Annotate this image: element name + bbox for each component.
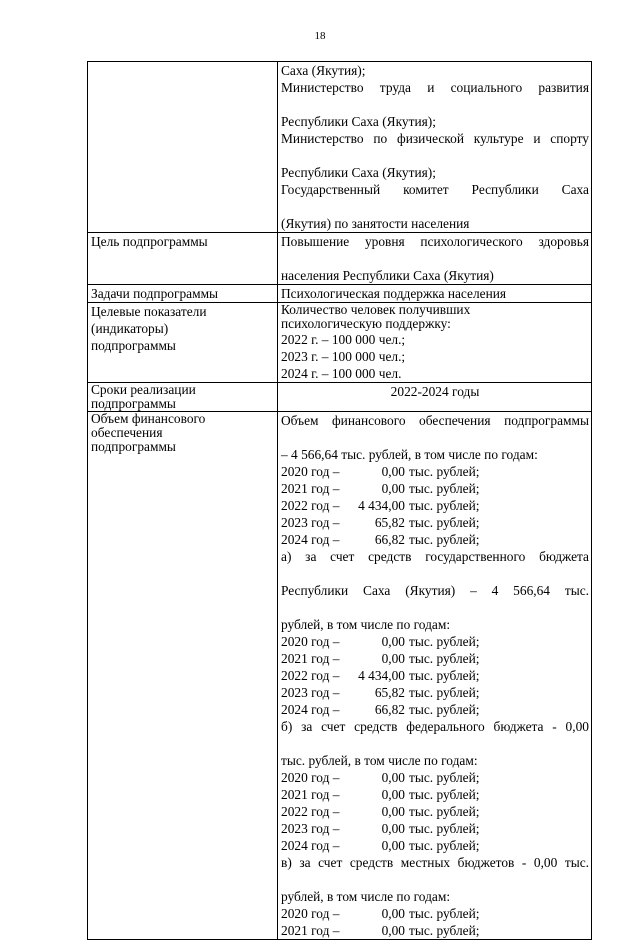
label-line: Объем финансового — [91, 411, 206, 426]
tasks-row — [88, 285, 592, 303]
text-line: населения Республики Саха (Якутия) — [281, 268, 494, 283]
terms-value: 2022-2024 годы — [278, 383, 592, 412]
text-line: Министерство по физической культуре и спорту — [281, 131, 589, 146]
label-line: обеспечения — [91, 425, 163, 440]
goal-label: Цель подпрограммы — [88, 233, 278, 285]
text-line: рублей, в том числе по годам: — [281, 889, 451, 904]
text-line: Республики Саха (Якутия) – 4 566,64 тыс. — [281, 583, 589, 598]
year-line: 2023 год – 0,00 тыс. рублей; — [281, 821, 480, 836]
label-line: (индикаторы) — [91, 321, 169, 336]
year-line: 2020 год – 0,00 тыс. рублей; — [281, 770, 480, 785]
goal-row — [88, 233, 592, 285]
text-line: Государственный комитет Республики Саха — [281, 182, 589, 197]
year-line: 2021 год – 0,00 тыс. рублей; — [281, 923, 480, 938]
text-line: Саха (Якутия); — [281, 63, 366, 78]
text-line: Объем финансового обеспечения подпрограммы — [281, 413, 589, 428]
label-line: подпрограммы — [91, 396, 176, 411]
text-line: б) за счет средств федерального бюджета - 0,00 — [281, 719, 589, 734]
year-line: 2024 год – 66,82 тыс. рублей; — [281, 702, 480, 717]
year-line: 2020 год – 0,00 тыс. рублей; — [281, 464, 480, 479]
year-line: 2024 год – 0,00 тыс. рублей; — [281, 838, 480, 853]
finance-row — [88, 412, 592, 940]
year-line: 2022 год – 4 434,00 тыс. рублей; — [281, 668, 480, 683]
executors-label — [88, 62, 278, 233]
finance-value — [278, 412, 592, 940]
text-line: психологическую поддержку: — [281, 316, 451, 331]
goal-value — [278, 233, 592, 285]
text-line: Повышение уровня психологического здоровья — [281, 234, 589, 249]
year-line: 2024 год – 66,82 тыс. рублей; — [281, 532, 480, 547]
indicators-value — [278, 303, 592, 383]
executors-value — [278, 62, 592, 233]
text-line: (Якутия) по занятости населения — [281, 216, 470, 231]
finance-label — [88, 412, 278, 940]
label-line: подпрограммы — [91, 338, 176, 353]
page-number: 18 — [314, 30, 326, 42]
text-line: 2022 г. – 100 000 чел.; — [281, 332, 406, 347]
year-line: 2020 год – 0,00 тыс. рублей; — [281, 634, 480, 649]
text-line: Психологическая поддержка населения — [281, 286, 507, 301]
terms-row — [88, 383, 592, 412]
text-line: Количество человек получивших — [281, 302, 471, 317]
text-line: в) за счет средств местных бюджетов - 0,00 тыс. — [281, 855, 589, 870]
text-line: 2023 г. – 100 000 чел.; — [281, 349, 406, 364]
text-line: рублей, в том числе по годам: — [281, 617, 451, 632]
tasks-label: Задачи подпрограммы — [88, 285, 278, 303]
indicators-label — [88, 303, 278, 383]
text-line: – 4 566,64 тыс. рублей, в том числе по годам: — [281, 447, 538, 462]
year-line: 2020 год – 0,00 тыс. рублей; — [281, 906, 480, 921]
text-line: тыс. рублей, в том числе по годам: — [281, 753, 478, 768]
label-line: подпрограммы — [91, 439, 176, 454]
text-line: 2024 г. – 100 000 чел. — [281, 366, 402, 381]
year-line: 2023 год – 65,82 тыс. рублей; — [281, 515, 480, 530]
year-line: 2022 год – 4 434,00 тыс. рублей; — [281, 498, 480, 513]
label-line: Сроки реализации — [91, 382, 196, 397]
text-line: Республики Саха (Якутия); — [281, 114, 436, 129]
executors-row — [88, 62, 592, 233]
year-line: 2022 год – 0,00 тыс. рублей; — [281, 804, 480, 819]
tasks-value — [278, 285, 592, 303]
indicators-row — [88, 303, 592, 383]
text-line: а) за счет средств государственного бюджета — [281, 549, 589, 564]
year-line: 2021 год – 0,00 тыс. рублей; — [281, 481, 480, 496]
year-line: 2021 год – 0,00 тыс. рублей; — [281, 651, 480, 666]
text-line: Республики Саха (Якутия); — [281, 165, 436, 180]
label-line: Целевые показатели — [91, 304, 207, 319]
text-line: Министерство труда и социального развития — [281, 80, 589, 95]
year-line: 2023 год – 65,82 тыс. рублей; — [281, 685, 480, 700]
year-line: 2021 год – 0,00 тыс. рублей; — [281, 787, 480, 802]
terms-label — [88, 383, 278, 412]
subprogram-passport-table — [87, 61, 592, 940]
